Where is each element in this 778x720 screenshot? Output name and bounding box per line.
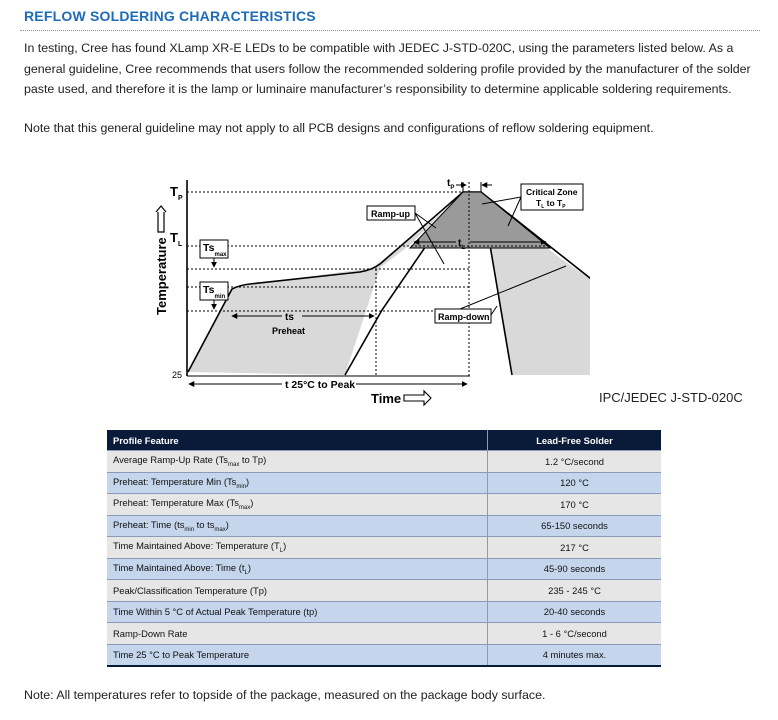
svg-text:Preheat: Preheat (272, 326, 306, 336)
profile-feature-cell: Time Within 5 °C of Actual Peak Temperature (tp) (107, 601, 488, 623)
svg-text:Ramp-down: Ramp-down (438, 312, 490, 322)
header-lead-free-solder: Lead-Free Solder (488, 430, 662, 451)
lead-free-value-cell: 45-90 seconds (488, 558, 662, 580)
svg-text:TL: $T_L$ (170, 230, 183, 248)
svg-text:Critical Zone: Critical Zone (526, 187, 578, 197)
svg-text:tL: $t_L$ (458, 238, 466, 251)
svg-text:tP: $t_P$ (447, 178, 455, 191)
table-row (107, 494, 661, 516)
reflow-profile-diagram (150, 172, 590, 412)
lead-free-value-cell: 20-40 seconds (488, 601, 662, 623)
svg-text:Time: Time (371, 391, 402, 406)
table-row (107, 515, 661, 537)
table-row (107, 451, 661, 473)
lead-free-value-cell: 4 minutes max. (488, 644, 662, 666)
lead-free-value-cell: 170 °C (488, 494, 662, 516)
svg-text:TP: $T_P$ (170, 184, 183, 202)
right-arrow-icon (404, 391, 431, 405)
profile-feature-cell: Preheat: Time ($ts_{min}$ to $ts_{max}$) (107, 515, 488, 537)
up-arrow-icon (156, 206, 166, 232)
profile-feature-cell: Time Maintained Above: Time $(t_L)$ (107, 558, 488, 580)
table-row (107, 537, 661, 559)
footnote: Note: All temperatures refer to topside of the package, measured on the package body surface. (24, 688, 546, 702)
profile-feature-cell: Time Maintained Above: Temperature $(T_L)$ (107, 537, 488, 559)
profile-feature-cell: Average Ramp-Up Rate ($Ts_{max}$ to Tp) (107, 451, 488, 473)
lead-free-value-cell: 217 °C (488, 537, 662, 559)
standard-label: IPC/JEDEC J-STD-020C (599, 390, 743, 405)
svg-text:t 25°C to Peak: t 25°C to Peak (285, 379, 356, 391)
svg-text:TL to TP: $T_L$ to $T_P$ (536, 198, 566, 210)
lead-free-value-cell: 120 °C (488, 472, 662, 494)
intro-paragraph: In testing, Cree has found XLamp XR-E LEDs to be compatible with JEDEC J-STD-020C, using the parameters listed below. As a general guideline, Cree recommends that users follow the recommended soldering profile provided by the manufacturer of the solder paste used, and therefore it is the lamp or luminaire manufacturer’s responsibility to determine applicable soldering requirements. (24, 41, 751, 96)
profile-feature-cell: Ramp-Down Rate (107, 623, 488, 645)
section-title: REFLOW SOLDERING CHARACTERISTICS (24, 8, 316, 24)
table-row (107, 580, 661, 602)
profile-feature-cell: Preheat: Temperature Max $(Ts_{max})$ (107, 494, 488, 516)
reflow-parameters-table (107, 430, 661, 667)
svg-text:25: 25 (172, 370, 183, 380)
lead-free-value-cell: 1 - 6 °C/second (488, 623, 662, 645)
svg-text:Tsmax: $Ts_{max}$ (203, 242, 227, 258)
table-row (107, 472, 661, 494)
svg-text:ts: ts (285, 312, 294, 323)
title-divider (20, 30, 760, 31)
svg-text:Tsmin: $Ts_{min}$ (203, 284, 226, 300)
profile-feature-cell: Time 25 °C to Peak Temperature (107, 644, 488, 666)
lead-free-value-cell: 65-150 seconds (488, 515, 662, 537)
svg-text:Ramp-up: Ramp-up (371, 209, 410, 219)
table-row (107, 601, 661, 623)
lead-free-value-cell: 235 - 245 °C (488, 580, 662, 602)
table-row (107, 558, 661, 580)
profile-feature-cell: Peak/Classification Temperature (Tp) (107, 580, 488, 602)
lead-free-value-cell: 1.2 °C/second (488, 451, 662, 473)
table-row (107, 623, 661, 645)
table-header-row (107, 430, 661, 451)
header-profile-feature: Profile Feature (107, 430, 488, 451)
table-row (107, 644, 661, 666)
guideline-note: Note that this general guideline may not apply to all PCB designs and configurations of reflow soldering equipment. (24, 121, 654, 135)
y-axis-label: Temperature (154, 237, 169, 315)
profile-feature-cell: Preheat: Temperature Min $(Ts_{min})$ (107, 472, 488, 494)
